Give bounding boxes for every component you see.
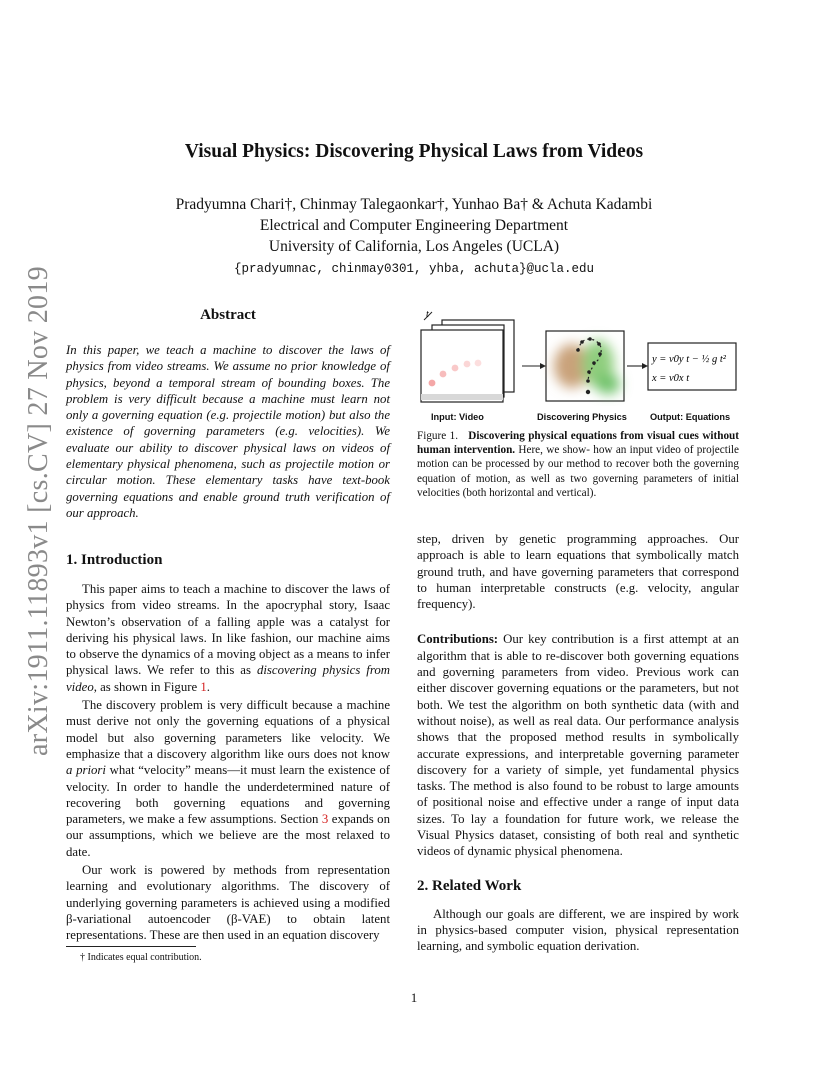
author-block — [0, 194, 828, 280]
arxiv-stamp: arXiv:1911.11893v1 [cs.CV] 27 Nov 2019 — [23, 266, 54, 756]
question-dot — [588, 337, 592, 341]
section-ref-link[interactable]: 3 — [321, 812, 329, 827]
footnote: † Indicates equal contribution. — [80, 952, 202, 963]
author-names: Pradyumna Chari†, Chinmay Talegaonkar†, Yunhao Ba† & Achuta Kadambi — [175, 196, 653, 213]
question-dot — [576, 348, 580, 352]
intro-heading: 1. Introduction — [66, 552, 163, 568]
arrow-head-1 — [540, 363, 546, 369]
question-dot — [586, 379, 590, 383]
related-work-heading: 2. Related Work — [417, 877, 522, 894]
author-department: Electrical and Computer Engineering Department — [259, 217, 569, 234]
abstract-section — [66, 307, 390, 521]
abstract-heading: Abstract — [200, 307, 256, 323]
footnote-rule — [66, 946, 196, 947]
equation-x: x = v0x t — [652, 373, 690, 384]
question-dot-bottom — [586, 390, 590, 394]
projectile-dot — [475, 360, 482, 367]
question-dot — [587, 370, 591, 374]
figure-label-discover: Discovering Physics — [537, 412, 627, 422]
figure-caption-text: Figure 1. Discovering physical equations from visual cues without human intervention. Here, we show- how an input video of projectile motion can be processed by our method to recover both the governing equation of motion, as well as two governing parameters of initial velocities (both horizontal and vertical). — [417, 430, 740, 499]
page-number: 1 — [410, 990, 418, 1005]
contributions-heading: Contributions: — [417, 632, 499, 647]
projectile-dot — [452, 365, 459, 372]
related-work-paragraph: Although our goals are different, we are inspired by work in physics-based computer vision, physical representation learning, and symbolic equation derivation. — [417, 906, 739, 954]
figure-caption — [417, 429, 739, 500]
projectile-dot — [464, 361, 471, 368]
intro-paragraph-3: Our work is powered by methods from representation learning and evolutionary algorithms. The discovery of underlying governing parameters is achieved using a modified β-variational autoencoder (β-VAE) to obtain latent representations. These are then used in an equation discovery — [66, 863, 390, 943]
paper-title: Visual Physics: Discovering Physical Laws from Videos — [184, 141, 644, 162]
equation-y: y = v0y t − ½ g t² — [652, 354, 726, 365]
author-university: University of California, Los Angeles (UCLA) — [268, 238, 560, 255]
arrow-head-2 — [642, 363, 648, 369]
intro-continuation: step, driven by genetic programming approaches. Our approach is able to learn equations that symbolically match ground truth, and have governing parameters that correspond to human interpretable constructs (e.g. velocity, angular frequency). — [417, 532, 739, 612]
figure-ref-link[interactable]: 1 — [200, 679, 207, 694]
figure-1-diagram — [412, 306, 742, 406]
question-dot — [598, 352, 602, 356]
author-emails: {pradyumnac, chinmay0301, yhba, achuta}@ucla.edu — [233, 262, 595, 276]
intro-paragraph-2: The discovery problem is very difficult because a machine must derive not only the governing equations of a physical model but also governing parameters like velocity. We emphasize that a discovery algorithm like ours does not know a priori what “velocity” means—it must learn the existence of velocity. In order to handle the underdetermined nature of recovering both governing equations and governing parameters, we make a few assumptions. Section 3 expands on our assumptions, which we believe are the most relaxed to date. — [66, 698, 390, 859]
figure-label-input: Input: Video — [431, 412, 484, 422]
question-dot — [592, 361, 596, 365]
figure-label-output: Output: Equations — [650, 412, 731, 422]
projectile-dot — [440, 371, 447, 378]
time-axis-label: t — [426, 309, 429, 320]
abstract-text: In this paper, we teach a machine to discover the laws of physics from video streams. We assume no prior knowledge of physics, beyond a temporal stream of bounding boxes. The problem is very difficult because a machine must learn not only a governing equation (e.g. projectile motion) but also the existence of governing parameters (e.g. velocities). We evaluate our ability to discover physical laws on videos of elementary physical phenomena, such as projectile motion or circular motion. These elementary tasks have text-book governing equations and enable ground truth verification of our approach. — [66, 343, 390, 520]
projectile-dot — [429, 380, 436, 387]
introduction-section — [66, 552, 390, 944]
video-frame-ground — [421, 394, 503, 400]
right-column-body — [417, 531, 739, 955]
latent-blob-green-2 — [596, 374, 620, 394]
intro-paragraph-1: This paper aims to teach a machine to discover the laws of physics from video streams. In the apocryphal story, Isaac Newton’s observation of a falling apple was a catalyst for deriving his physical laws. In like fashion, our machine aims to observe the dynamics of a moving object as a means to infer physical laws. We refer to this as discovering physics from video, as shown in Figure 1. — [66, 582, 390, 694]
contributions-paragraph: Contributions: Our key contribution is a first attempt at an algorithm that is able to re-discover both governing equations and governing parameters from video. Previous work can either discover governing equations or the parameters, but not both. We test the algorithm on both synthetic data (with and without noise), as well as real data. Our performance analysis shows that the proposed method results in symbolically accurate expressions, and interpretable governing parameter discovery for a variety of simple, yet fundamental physics tasks. The method is also found to be robust to large amounts of positional noise and effective under a range of input data sizes. To lay a foundation for future work, we release the Visual Physics dataset, consisting of both real and synthetic videos of dynamic physical phenomena. — [417, 632, 739, 859]
question-dot — [597, 342, 601, 346]
video-frame-front — [421, 330, 503, 402]
question-dot — [580, 340, 584, 344]
